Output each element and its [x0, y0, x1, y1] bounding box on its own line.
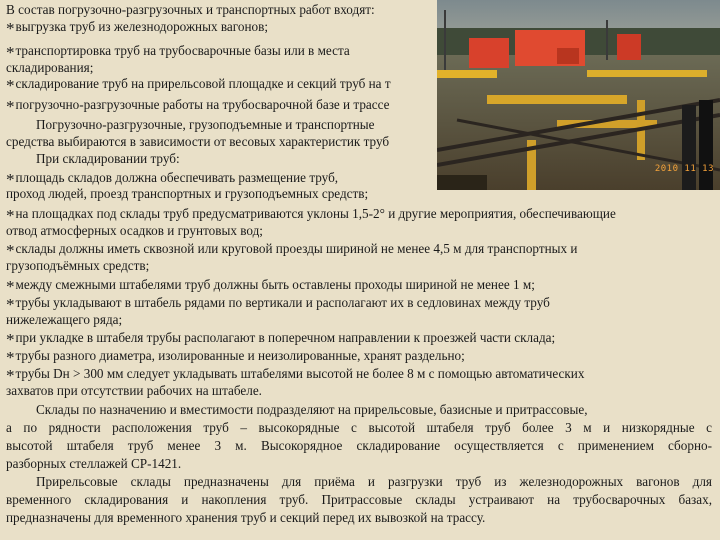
list-item: [6, 295, 550, 314]
photo-date-stamp: 2010 11 13: [654, 164, 714, 174]
list-item-text: трубы разного диаметра, изолированные и неизолированные, хранят раздельно;: [15, 348, 465, 363]
paragraph-line: Погрузочно-разгрузочные, грузоподъемные и транспортные: [36, 117, 375, 132]
list-item-continuation: захватов при отсутствии рабочих на штабеле.: [6, 383, 262, 398]
list-item: [6, 241, 578, 260]
list-item: [6, 348, 465, 367]
bullet-marker: *: [6, 330, 15, 349]
bullet-marker: *: [6, 241, 15, 260]
section-heading: При складировании труб:: [36, 151, 180, 166]
list-item: [6, 330, 556, 349]
bullet-marker: *: [6, 170, 15, 189]
list-item-text: трубы укладывают в штабель рядами по вертикали и располагают их в седловинах между труб: [15, 295, 550, 310]
pipe-yard-image: [437, 0, 720, 190]
bullet-marker: *: [6, 206, 15, 225]
list-item-continuation: отвод атмосферных осадков и грунтовых вод;: [6, 223, 263, 238]
list-item-text: склады должны иметь сквозной или круговой проезды шириной не менее 4,5 м для транспортных и: [15, 241, 578, 256]
list-item-continuation: нижележащего ряда;: [6, 312, 123, 327]
paragraph-line: Прирельсовые склады предназначены для приёма и разгрузки труб из железнодорожных вагонов для: [36, 474, 712, 489]
list-item-text: транспортировка труб на трубосварочные базы или в места: [15, 43, 350, 58]
list-item: [6, 170, 339, 189]
list-item-text: погрузочно-разгрузочные работы на трубосварочной базе и трассе: [15, 97, 390, 112]
bullet-marker: *: [6, 76, 15, 95]
paragraph-line: а по рядности расположения труб – высокорядные с высотой штабеля труб более 3 м и низкорядные с: [6, 420, 712, 435]
list-item: [6, 277, 535, 296]
paragraph-line: временного складирования и накопления труб. Притрассовые склады устраивают на трубосварочных базах,: [6, 492, 712, 507]
list-item-text: при укладке в штабеля трубы располагают в поперечном направлении к проезжей части склада;: [15, 330, 556, 345]
bullet-marker: *: [6, 295, 15, 314]
list-item: [6, 19, 268, 38]
list-item-text: складирование труб на прирельсовой площадке и секций труб на т: [15, 76, 391, 91]
list-item-text: трубы Dн > 300 мм следует укладывать штабелями высотой не более 8 м с помощью автоматических: [15, 366, 585, 381]
paragraph-line: высотой штабеля труб менее 3 м. Высокорядное складирование осуществляется с применением сборно-: [6, 438, 712, 453]
bullet-marker: *: [6, 43, 15, 62]
list-item: [6, 206, 616, 225]
bullet-marker: *: [6, 277, 15, 296]
paragraph-line: разборных стеллажей СР-1421.: [6, 456, 182, 471]
list-item: [6, 43, 350, 62]
list-item: [6, 366, 585, 385]
paragraph-line: Склады по назначению и вместимости подразделяют на прирельсовые, базисные и притрассовые,: [36, 402, 588, 417]
bullet-marker: *: [6, 19, 15, 38]
bullet-marker: *: [6, 348, 15, 367]
bullet-marker: *: [6, 97, 15, 116]
paragraph-line: предназначены для временного хранения труб и секций перед их вывозкой на трассу.: [6, 510, 486, 525]
list-item-text: между смежными штабелями труб должны быть оставлены проходы шириной не менее 1 м;: [15, 277, 535, 292]
paragraph-line: средства выбираются в зависимости от весовых характеристик труб: [6, 134, 390, 149]
list-item-continuation: проход людей, проезд транспортных и грузоподъемных средств;: [6, 186, 369, 201]
intro-line: В состав погрузочно-разгрузочных и транспортных работ входят:: [6, 2, 375, 17]
list-item-text: выгрузка труб из железнодорожных вагонов;: [15, 19, 268, 34]
list-item: [6, 97, 390, 116]
list-item-text: площадь складов должна обеспечивать размещение труб,: [15, 170, 339, 185]
bullet-marker: *: [6, 366, 15, 385]
list-item-continuation: грузоподъёмных средств;: [6, 258, 150, 273]
pipe-yard-photo: [437, 0, 720, 190]
list-item: [6, 76, 391, 95]
list-item-text: на площадках под склады труб предусматриваются уклоны 1,5-2° и другие мероприятия, обеспечивающие: [15, 206, 616, 221]
list-item-continuation: складирования;: [6, 60, 94, 75]
